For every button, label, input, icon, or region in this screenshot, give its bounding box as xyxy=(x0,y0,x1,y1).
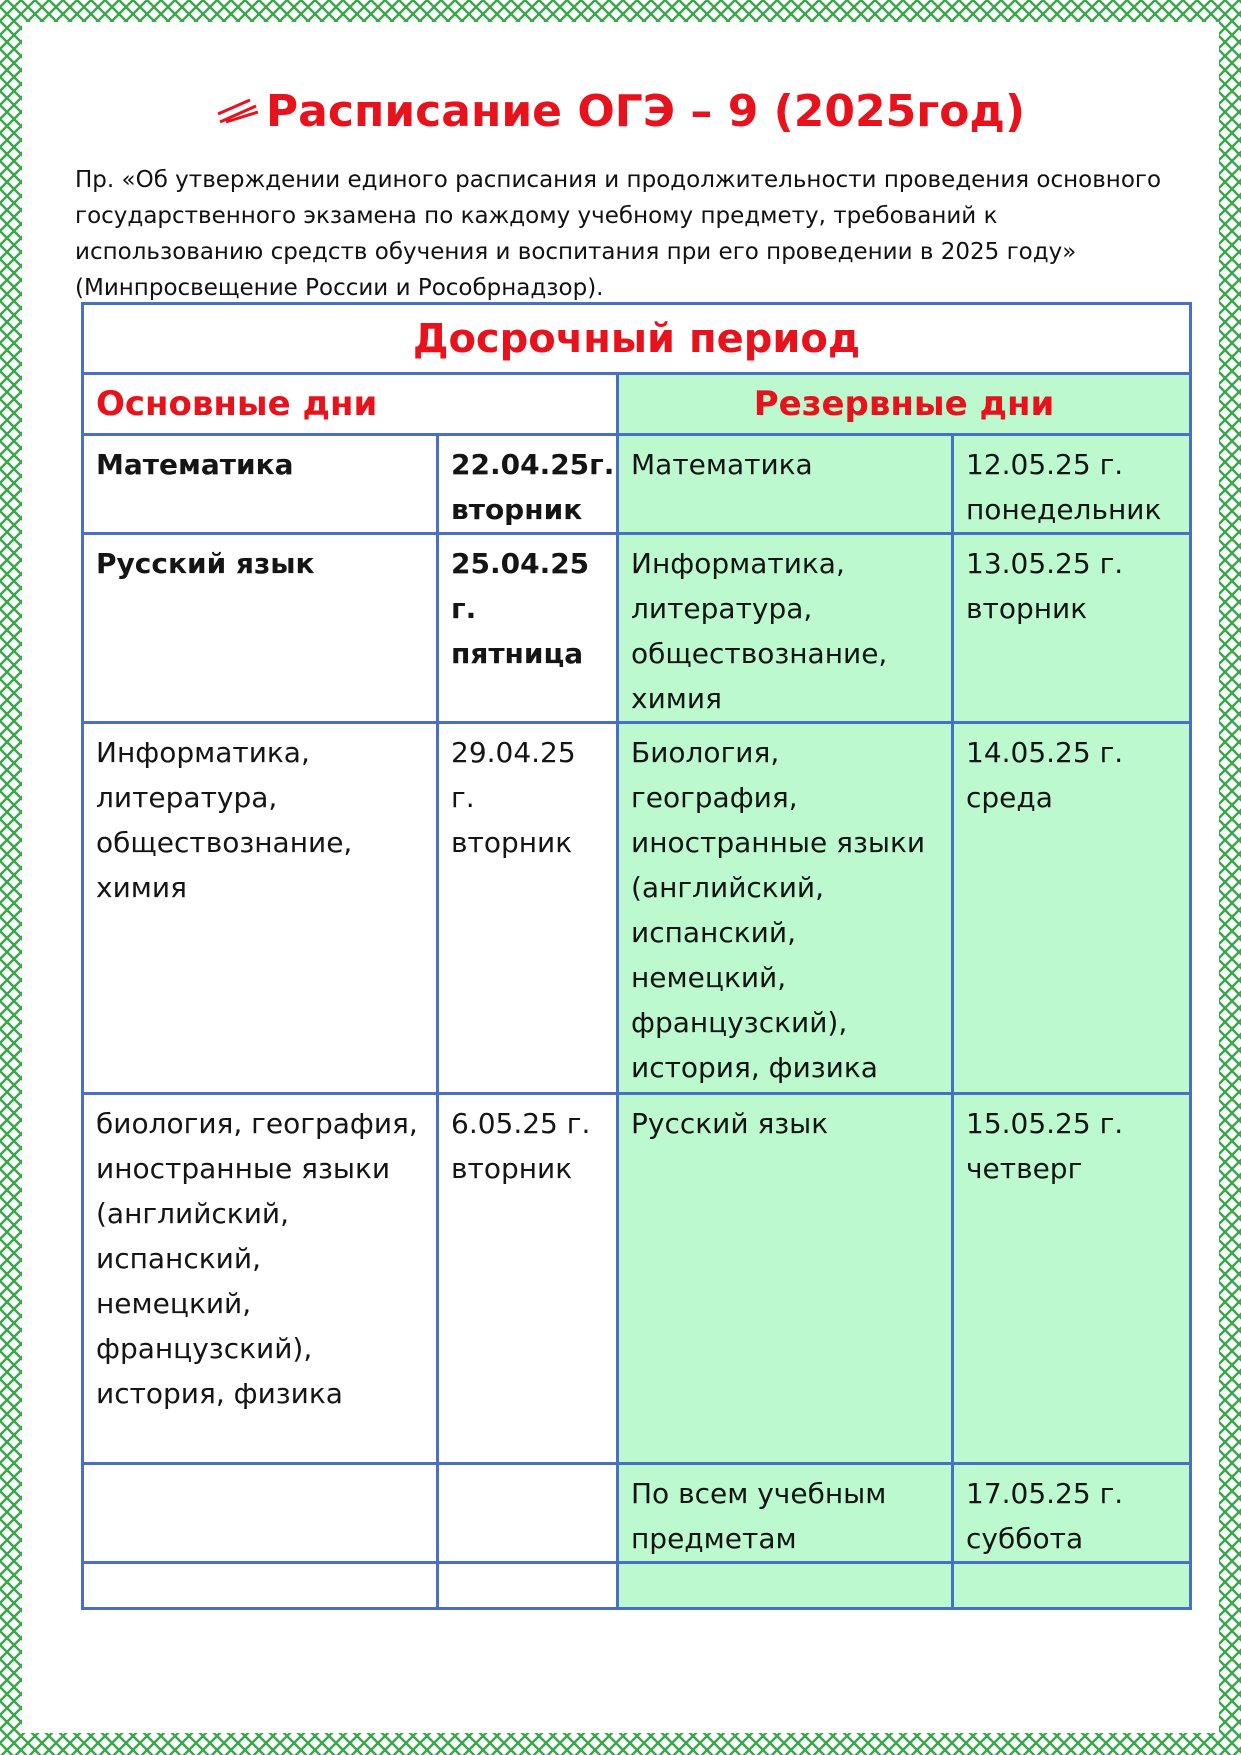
main-subject-cell: биология, география, иностранные языки (английский, испанский, немецкий, французский), история, физика xyxy=(83,1094,438,1464)
main-date-cell xyxy=(438,1464,618,1563)
table-row xyxy=(83,1563,1191,1609)
schedule-table xyxy=(81,302,1192,1610)
reserve-days-header: Резервные дни xyxy=(618,374,1191,435)
main-subject-cell: Русский язык xyxy=(83,534,438,723)
table-row xyxy=(83,534,1191,723)
intro-paragraph: Пр. «Об утверждении единого расписания и продолжительности проведения основного государственного экзамена по каждому учебному предмету, требований к использованию средств обучения и воспитания при его проведении в 2025 году» (Минпросвещение России и Рособрнадзор). xyxy=(75,167,1162,301)
reserve-date-cell: 17.05.25 г. суббота xyxy=(953,1464,1191,1563)
reserve-subject-cell: Русский язык xyxy=(618,1094,953,1464)
main-date-cell: 29.04.25 г. вторник xyxy=(438,723,618,1094)
table-row xyxy=(83,435,1191,534)
main-subject-cell: Информатика, литература, обществознание, химия xyxy=(83,723,438,1094)
main-date-cell: 6.05.25 г. вторник xyxy=(438,1094,618,1464)
main-date-cell xyxy=(438,1563,618,1609)
reserve-date-cell: 12.05.25 г. понедельник xyxy=(953,435,1191,534)
reserve-subject-cell xyxy=(618,1563,953,1609)
section-header-row xyxy=(83,374,1191,435)
period-title-row xyxy=(83,304,1191,374)
table-row xyxy=(83,1464,1191,1563)
table-row xyxy=(83,723,1191,1094)
reserve-date-cell: 15.05.25 г. четверг xyxy=(953,1094,1191,1464)
reserve-date-cell xyxy=(953,1563,1191,1609)
reserve-date-cell: 13.05.25 г. вторник xyxy=(953,534,1191,723)
main-subject-cell xyxy=(83,1563,438,1609)
reserve-subject-cell: Биология, география, иностранные языки (английский, испанский, немецкий, французский), история, физика xyxy=(618,723,953,1094)
main-subject-cell: Математика xyxy=(83,435,438,534)
page-title-text: Расписание ОГЭ – 9 (2025год) xyxy=(265,86,1026,137)
reserve-subject-cell: Информатика, литература, обществознание, химия xyxy=(618,534,953,723)
main-date-cell: 25.04.25 г. пятница xyxy=(438,534,618,723)
page-title xyxy=(0,82,1241,142)
slanted-lines-icon xyxy=(216,98,260,124)
reserve-subject-cell: Математика xyxy=(618,435,953,534)
main-date-cell: 22.04.25г. вторник xyxy=(438,435,618,534)
main-days-header: Основные дни xyxy=(83,374,618,435)
main-subject-cell xyxy=(83,1464,438,1563)
reserve-subject-cell: По всем учебным предметам xyxy=(618,1464,953,1563)
period-title: Досрочный период xyxy=(83,304,1191,374)
reserve-date-cell: 14.05.25 г. среда xyxy=(953,723,1191,1094)
table-row xyxy=(83,1094,1191,1464)
